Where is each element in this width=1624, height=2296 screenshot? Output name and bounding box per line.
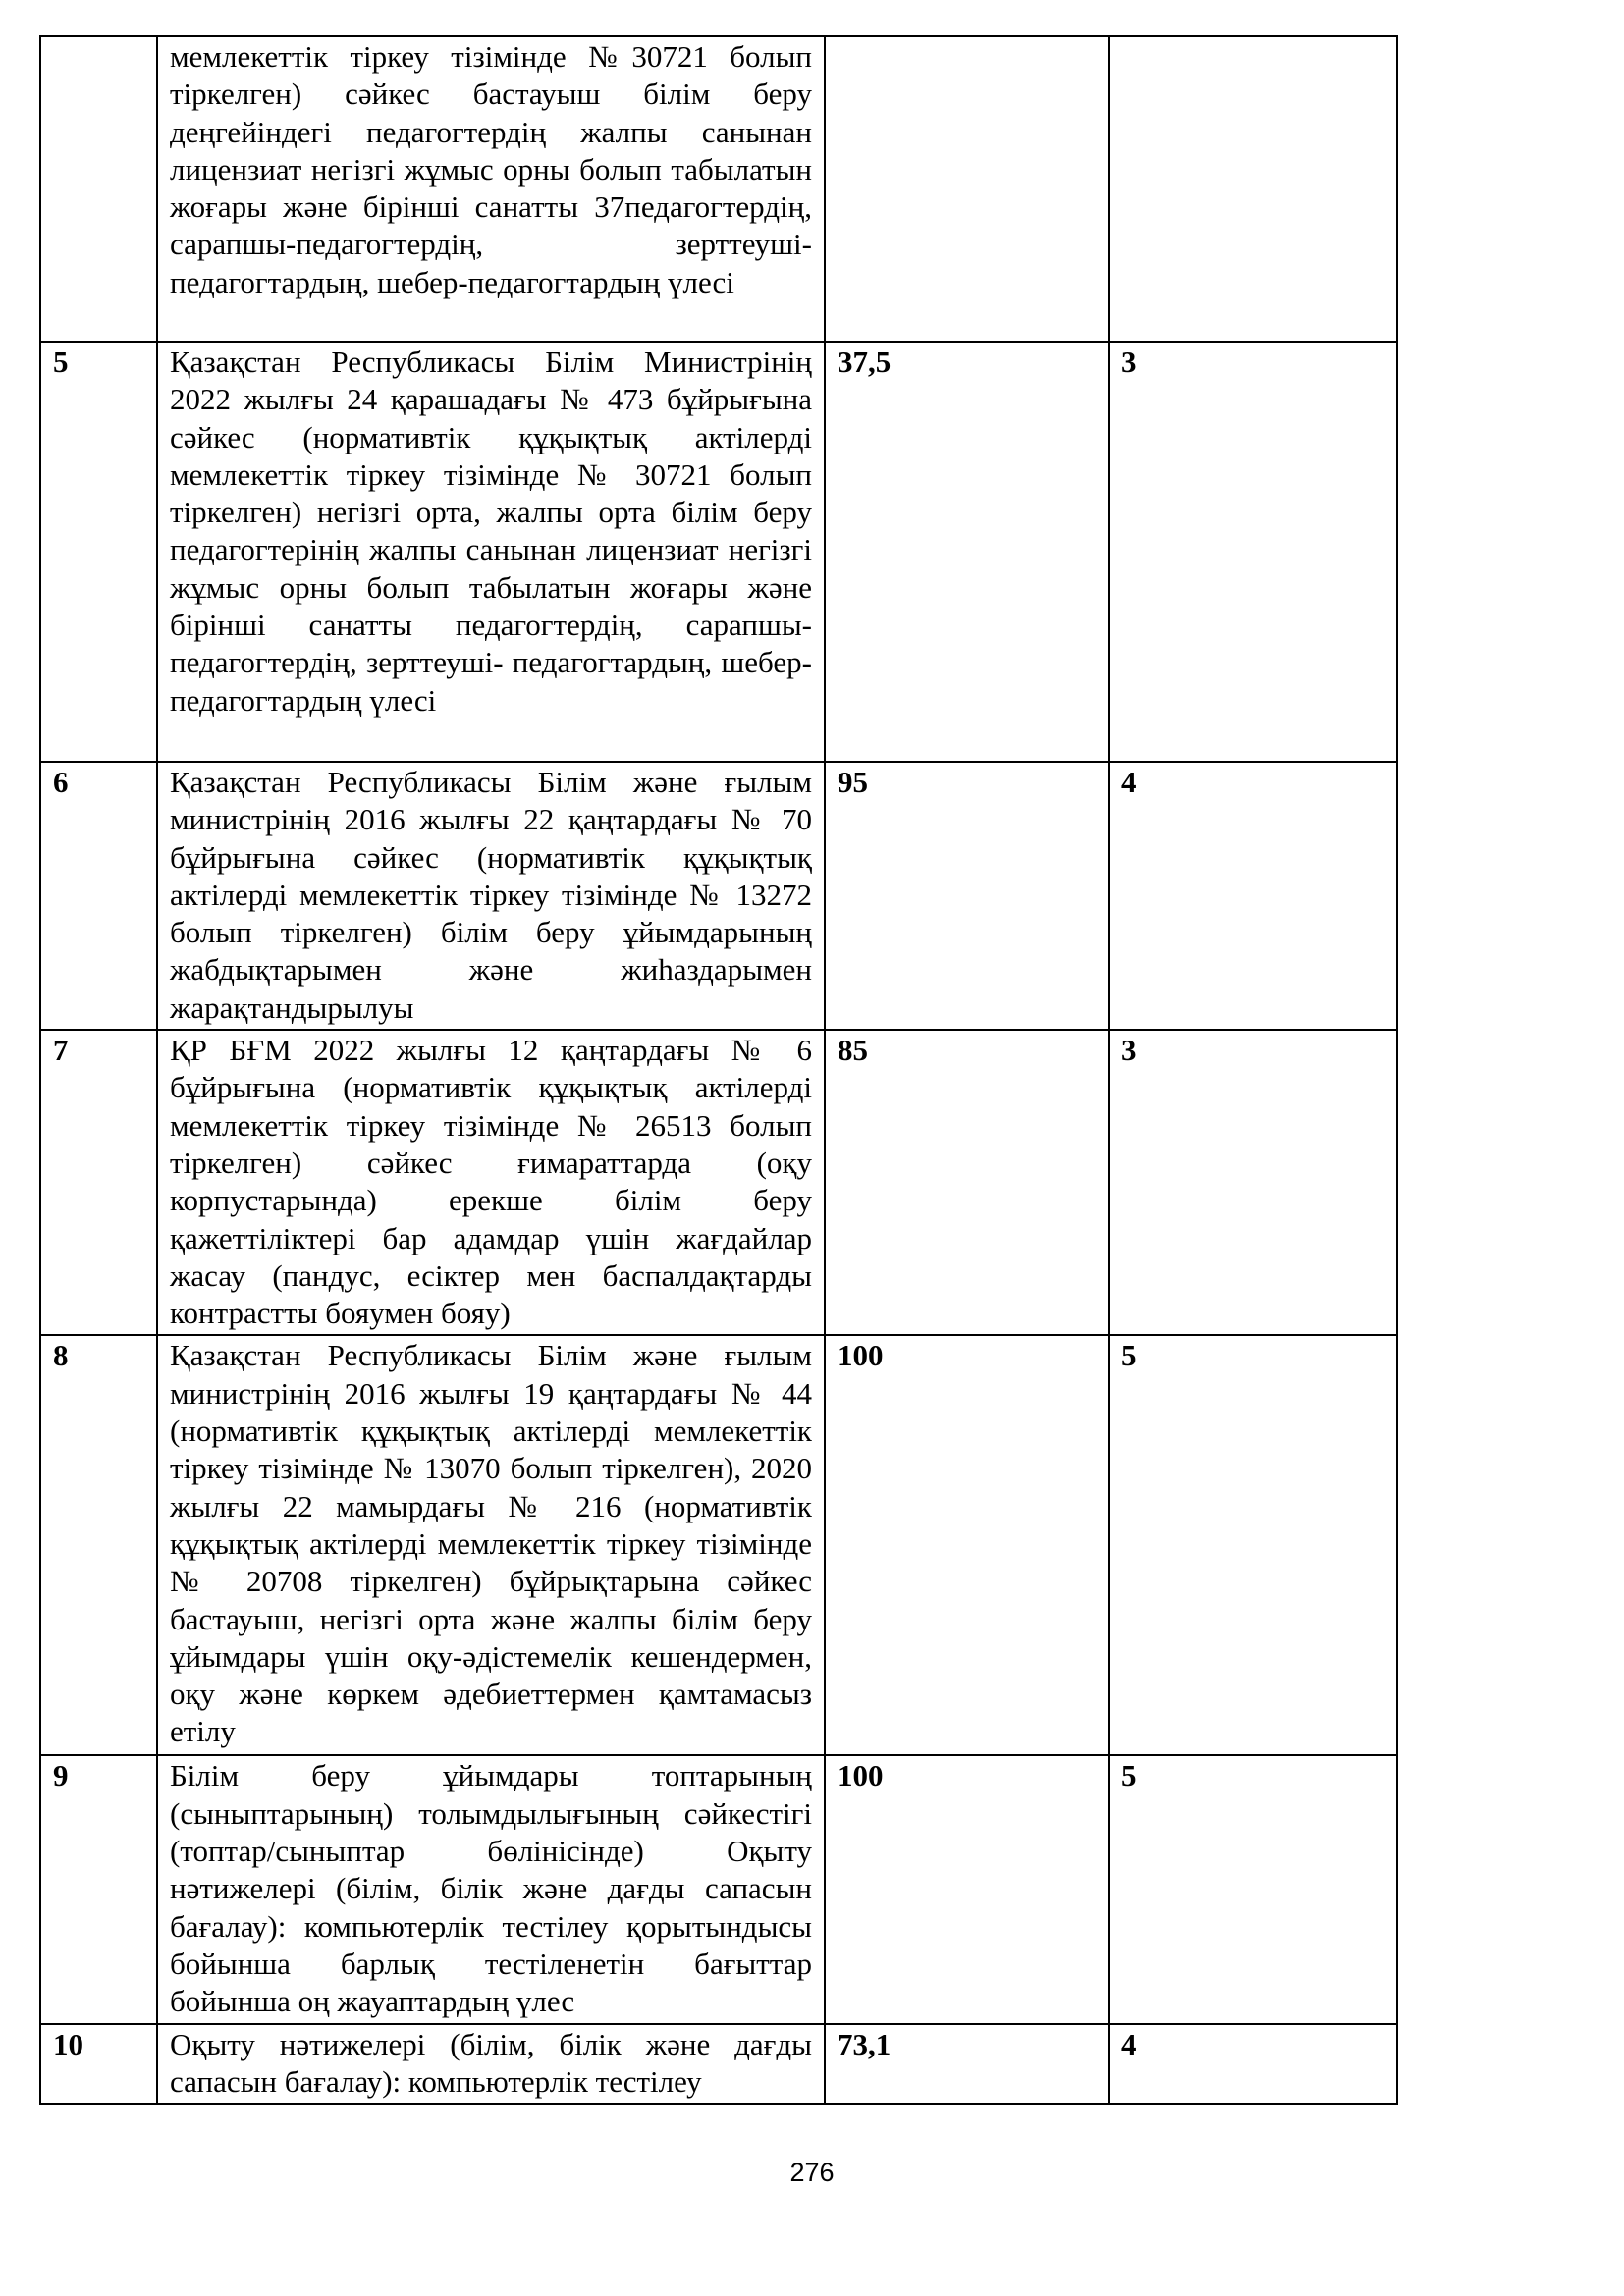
- indicator-score: [1109, 36, 1397, 342]
- indicators-table: [39, 35, 1398, 2105]
- table-row: [40, 1755, 1397, 2023]
- indicator-text: ҚР БҒМ 2022 жылғы 12 қаңтардағы № 6 бұйрығына (нормативтік құқықтық актілерді мемлекеттік тіркеу тізімінде № 26513 болып тіркелген) сәйкес ғимараттарда (оқу корпустарында) ерекше білім беру қажеттіліктері бар адамдар үшін жағдайлар жасау (пандус, есіктер мен баспалдақтарды контрастты бояумен бояу): [157, 1030, 825, 1335]
- indicator-text: Білім беру ұйымдары топтарының (сыныптарының) толымдылығының сәйкестігі (топтар/сыныптар бөлінісінде) Оқыту нәтижелері (білім, білік және дағды сапасын бағалау): компьютерлік тестілеу қорытындысы бойынша барлық тестіленетін бағыттар бойынша оң жауаптардың үлес: [157, 1755, 825, 2023]
- indicator-value: 95: [825, 762, 1109, 1030]
- indicator-score: 4: [1109, 2024, 1397, 2105]
- table-row: [40, 342, 1397, 762]
- table-row: [40, 2024, 1397, 2105]
- row-number: 6: [40, 762, 157, 1030]
- indicator-text: Қазақстан Республикасы Білім және ғылым министрінің 2016 жылғы 22 қаңтардағы № 70 бұйрығына сәйкес (нормативтік құқықтық актілерді мемлекеттік тіркеу тізімінде № 13272 болып тіркелген) білім беру ұйымдарының жабдықтарымен және жиһаздарымен жарақтандырылуы: [157, 762, 825, 1030]
- table-row: [40, 762, 1397, 1030]
- row-number: 8: [40, 1335, 157, 1755]
- indicator-value: [825, 36, 1109, 342]
- table-row: [40, 36, 1397, 342]
- indicator-value: 37,5: [825, 342, 1109, 762]
- row-number: 7: [40, 1030, 157, 1335]
- row-number: 10: [40, 2024, 157, 2105]
- indicator-value: 85: [825, 1030, 1109, 1335]
- indicator-text: мемлекеттік тіркеу тізімінде №30721 болып тіркелген) сәйкес бастауыш білім беру деңгейіндегі педагогтердің жалпы санынан лицензиат негізгі жұмыс орны болып табылатын жоғары және бірінші санатты 37педагогтердің, сарапшы-педагогтердің, зерттеуші- педагогтардың, шебер-педагогтардың үлесі: [157, 36, 825, 342]
- indicator-value: 73,1: [825, 2024, 1109, 2105]
- indicator-score: 5: [1109, 1335, 1397, 1755]
- indicator-score: 4: [1109, 762, 1397, 1030]
- row-number: [40, 36, 157, 342]
- indicator-score: 3: [1109, 342, 1397, 762]
- row-number: 5: [40, 342, 157, 762]
- indicator-score: 3: [1109, 1030, 1397, 1335]
- table-row: [40, 1030, 1397, 1335]
- indicator-score: 5: [1109, 1755, 1397, 2023]
- indicator-value: 100: [825, 1335, 1109, 1755]
- indicator-value: 100: [825, 1755, 1109, 2023]
- table-row: [40, 1335, 1397, 1755]
- row-number: 9: [40, 1755, 157, 2023]
- indicator-text: Оқыту нәтижелері (білім, білік және дағды сапасын бағалау): компьютерлік тестілеу: [157, 2024, 825, 2105]
- page-number: 276: [789, 2158, 835, 2187]
- indicator-text: Қазақстан Республикасы Білім Министрінің 2022 жылғы 24 қарашадағы № 473 бұйрығына сәйкес (нормативтік құқықтық актілерді мемлекеттік тіркеу тізімінде № 30721 болып тіркелген) негізгі орта, жалпы орта білім беру педагогтерінің жалпы санынан лицензиат негізгі жұмыс орны болып табылатын жоғары және бірінші санатты педагогтердің, сарапшы-педагогтердің, зерттеуші- педагогтардың, шебер-педагогтардың үлесі: [157, 342, 825, 762]
- indicator-text: Қазақстан Республикасы Білім және ғылым министрінің 2016 жылғы 19 қаңтардағы № 44 (нормативтік құқықтық актілерді мемлекеттік тіркеу тізімінде № 13070 болып тіркелген), 2020 жылғы 22 мамырдағы № 216 (нормативтік құқықтық актілерді мемлекеттік тіркеу тізімінде № 20708 тіркелген) бұйрықтарына сәйкес бастауыш, негізгі орта және жалпы білім беру ұйымдары үшін оқу-әдістемелік кешендермен, оқу және көркем әдебиеттермен қамтамасыз етілу: [157, 1335, 825, 1755]
